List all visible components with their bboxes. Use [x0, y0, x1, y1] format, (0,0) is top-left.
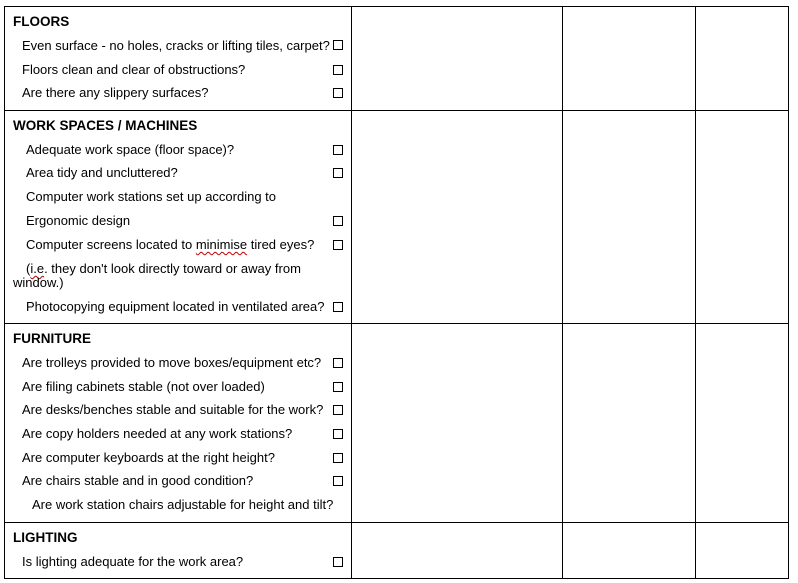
checkbox[interactable] [333, 476, 343, 486]
checkbox[interactable] [333, 88, 343, 98]
table-border-top [4, 6, 789, 7]
checklist-item: Are computer keyboards at the right height? [22, 450, 275, 465]
checklist-item: Floors clean and clear of obstructions? [22, 62, 246, 77]
checklist-item [26, 237, 314, 252]
checkbox[interactable] [333, 557, 343, 567]
checklist-item-text: Computer screens located to [26, 237, 193, 252]
row-divider [4, 323, 789, 324]
checkbox[interactable] [333, 216, 343, 226]
spellcheck-word: i.e [30, 261, 45, 276]
checklist-item-note: window.) [13, 275, 64, 290]
checklist-item: Adequate work space (floor space)? [26, 142, 235, 157]
checklist-item: Photocopying equipment located in ventilated area? [26, 299, 325, 314]
checkbox[interactable] [333, 302, 343, 312]
checkbox[interactable] [333, 240, 343, 250]
note-text: ( [26, 261, 31, 276]
column-divider [695, 6, 696, 579]
checklist-item: Are work station chairs adjustable for height and tilt? [32, 497, 334, 512]
column-divider [351, 6, 352, 579]
checklist-item: Are filing cabinets stable (not over loaded) [22, 379, 265, 394]
checkbox[interactable] [333, 405, 343, 415]
checkbox[interactable] [333, 453, 343, 463]
checkbox[interactable] [333, 40, 343, 50]
checklist-item: Are there any slippery surfaces? [22, 85, 209, 100]
checklist-item: Are trolleys provided to move boxes/equipment etc? [22, 355, 322, 370]
row-divider [4, 110, 789, 111]
checklist-item: Are desks/benches stable and suitable for the work? [22, 402, 324, 417]
checklist-item: Even surface - no holes, cracks or lifting tiles, carpet? [22, 38, 330, 53]
checkbox[interactable] [333, 168, 343, 178]
section-heading-lighting: LIGHTING [13, 530, 78, 545]
checkbox[interactable] [333, 65, 343, 75]
column-divider [562, 6, 563, 579]
checklist-item: Are chairs stable and in good condition? [22, 473, 254, 488]
checklist-item-text: tired eyes? [250, 237, 315, 252]
checklist-item: Computer work stations set up according to [26, 189, 277, 204]
checkbox[interactable] [333, 382, 343, 392]
table-border-bottom [4, 578, 789, 579]
checklist-item-note [26, 261, 301, 276]
table-border-left [4, 6, 5, 579]
spellcheck-word: minimise [195, 237, 248, 252]
section-heading-work-spaces: WORK SPACES / MACHINES [13, 118, 198, 133]
checklist-item: Ergonomic design [26, 213, 131, 228]
checklist-item: Area tidy and uncluttered? [26, 165, 178, 180]
table-border-right [788, 6, 789, 579]
row-divider [4, 522, 789, 523]
checkbox[interactable] [333, 429, 343, 439]
checkbox[interactable] [333, 145, 343, 155]
checkbox[interactable] [333, 358, 343, 368]
section-heading-furniture: FURNITURE [13, 331, 91, 346]
note-text: . they don't look directly toward or away from [44, 261, 301, 276]
checklist-item: Is lighting adequate for the work area? [22, 554, 244, 569]
checklist-item: Are copy holders needed at any work stations? [22, 426, 293, 441]
section-heading-floors: FLOORS [13, 14, 70, 29]
